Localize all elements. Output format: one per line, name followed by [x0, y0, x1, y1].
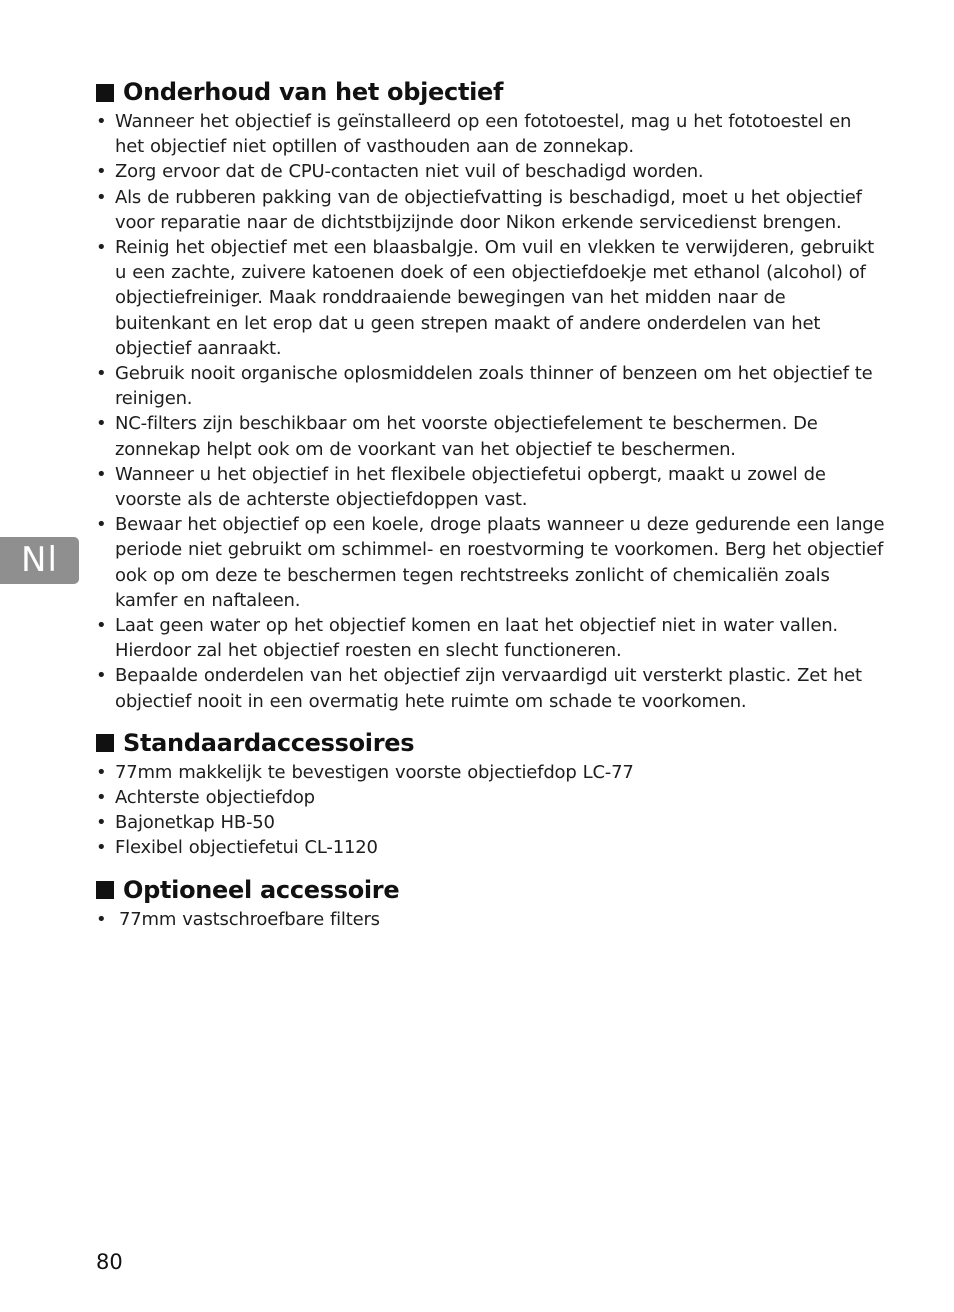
list-item-text: Flexibel objectiefetui CL-1120: [115, 837, 378, 859]
list-item-text: Wanneer u het objectief in het flexibele objectiefetui opbergt, maakt u zowel de voorste als de achterste objectiefdoppen vast.: [115, 463, 826, 511]
list-item: [96, 907, 886, 932]
list-item-text: Bewaar het objectief op een koele, droge plaats wanneer u deze gedurende een lange periode niet gebruikt om schimmel- en roestvorming te voorkomen. Berg het objectief ook op om deze te beschermen tegen rechtstreeks zonlicht of chemicaliën zoals kamfer en naftaleen.: [115, 514, 885, 611]
list-item-text: Laat geen water op het objectief komen en laat het objectief niet in water vallen. Hierdoor zal het objectief roesten en slecht functioneren.: [115, 615, 838, 662]
section-heading: [96, 874, 886, 907]
bullet-icon: •: [96, 463, 107, 485]
bullet-icon: •: [96, 111, 107, 132]
list-item: [96, 361, 886, 411]
bullet-icon: •: [96, 161, 107, 183]
section-heading: [96, 727, 886, 760]
page-number: 80: [96, 1250, 123, 1274]
language-tab: Nl: [0, 537, 79, 584]
section-title: Onderhoud van het objectief: [123, 78, 504, 106]
list-item: [96, 835, 886, 860]
list-item: [96, 613, 886, 663]
list-item-text: 77mm makkelijk te bevestigen voorste objectiefdop LC-77: [115, 761, 634, 783]
list-item-text: Wanneer het objectief is geïnstalleerd op een fototoestel, mag u het fototoestel en het objectief niet optillen of vasthouden aan de zonnekap.: [115, 111, 852, 158]
bullet-icon: •: [96, 237, 107, 259]
list-item: [96, 159, 886, 184]
list-item: [96, 512, 886, 613]
page-content: [96, 76, 886, 932]
list-item-text: Gebruik nooit organische oplosmiddelen zoals thinner of benzeen om het objectief te reinigen.: [115, 363, 873, 410]
list-item-text: Achterste objectiefdop: [115, 787, 315, 809]
bullet-icon: •: [96, 413, 107, 435]
bullet-icon: •: [96, 908, 107, 930]
list-item: [96, 109, 886, 159]
section-lens-maintenance: [96, 76, 886, 714]
section-standard-accessories: [96, 727, 886, 861]
list-item-text: Zorg ervoor dat de CPU-contacten niet vuil of beschadigd worden.: [115, 161, 704, 183]
bullet-icon: •: [96, 761, 107, 783]
optional-accessory-list: [96, 907, 886, 932]
bullet-icon: •: [96, 363, 107, 385]
section-title: Standaardaccessoires: [123, 728, 415, 757]
list-item-text: 77mm vastschroefbare filters: [119, 908, 380, 930]
section-title: Optioneel accessoire: [123, 875, 400, 904]
list-item: [96, 235, 886, 361]
list-item: [96, 760, 886, 785]
section-optional-accessory: [96, 874, 886, 932]
list-item-text: NC-filters zijn beschikbaar om het voorste objectiefelement te beschermen. De zonnekap helpt ook om de voorkant van het objectief te beschermen.: [115, 413, 818, 460]
list-item: [96, 785, 886, 810]
bullet-icon: •: [96, 837, 107, 859]
bullet-icon: •: [96, 514, 107, 536]
list-item: [96, 462, 886, 512]
square-bullet-icon: [96, 881, 114, 899]
list-item-text: Bajonetkap HB-50: [115, 812, 275, 834]
bullet-icon: •: [96, 787, 107, 809]
list-item: [96, 663, 886, 713]
list-item-text: Reinig het objectief met een blaasbalgje. Om vuil en vlekken te verwijderen, gebruikt u een zachte, zuivere katoenen doek of een objectiefdoekje met ethanol (alcohol) of objectiefreiniger. Maak ronddraaiende bewegingen van het midden naar de buitenkant en let erop dat u geen strepen maakt of andere onderdelen van het objectief aanraakt.: [115, 237, 875, 359]
list-item-text: Als de rubberen pakking van de objectiefvatting is beschadigd, moet u het objectief voor reparatie naar de dichtstbijzijnde door Nikon erkende servicedienst brengen.: [115, 186, 862, 233]
bullet-icon: •: [96, 665, 107, 687]
bullet-icon: •: [96, 615, 107, 637]
bullet-icon: •: [96, 186, 107, 208]
standard-accessories-list: [96, 760, 886, 861]
list-item: [96, 411, 886, 461]
square-bullet-icon: [96, 84, 114, 102]
list-item: [96, 810, 886, 835]
maintenance-list: [96, 109, 886, 714]
section-heading: [96, 76, 886, 109]
bullet-icon: •: [96, 812, 107, 834]
list-item-text: Bepaalde onderdelen van het objectief zijn vervaardigd uit versterkt plastic. Zet het objectief nooit in een overmatig hete ruimte om schade te voorkomen.: [115, 665, 862, 712]
list-item: [96, 185, 886, 235]
square-bullet-icon: [96, 734, 114, 752]
